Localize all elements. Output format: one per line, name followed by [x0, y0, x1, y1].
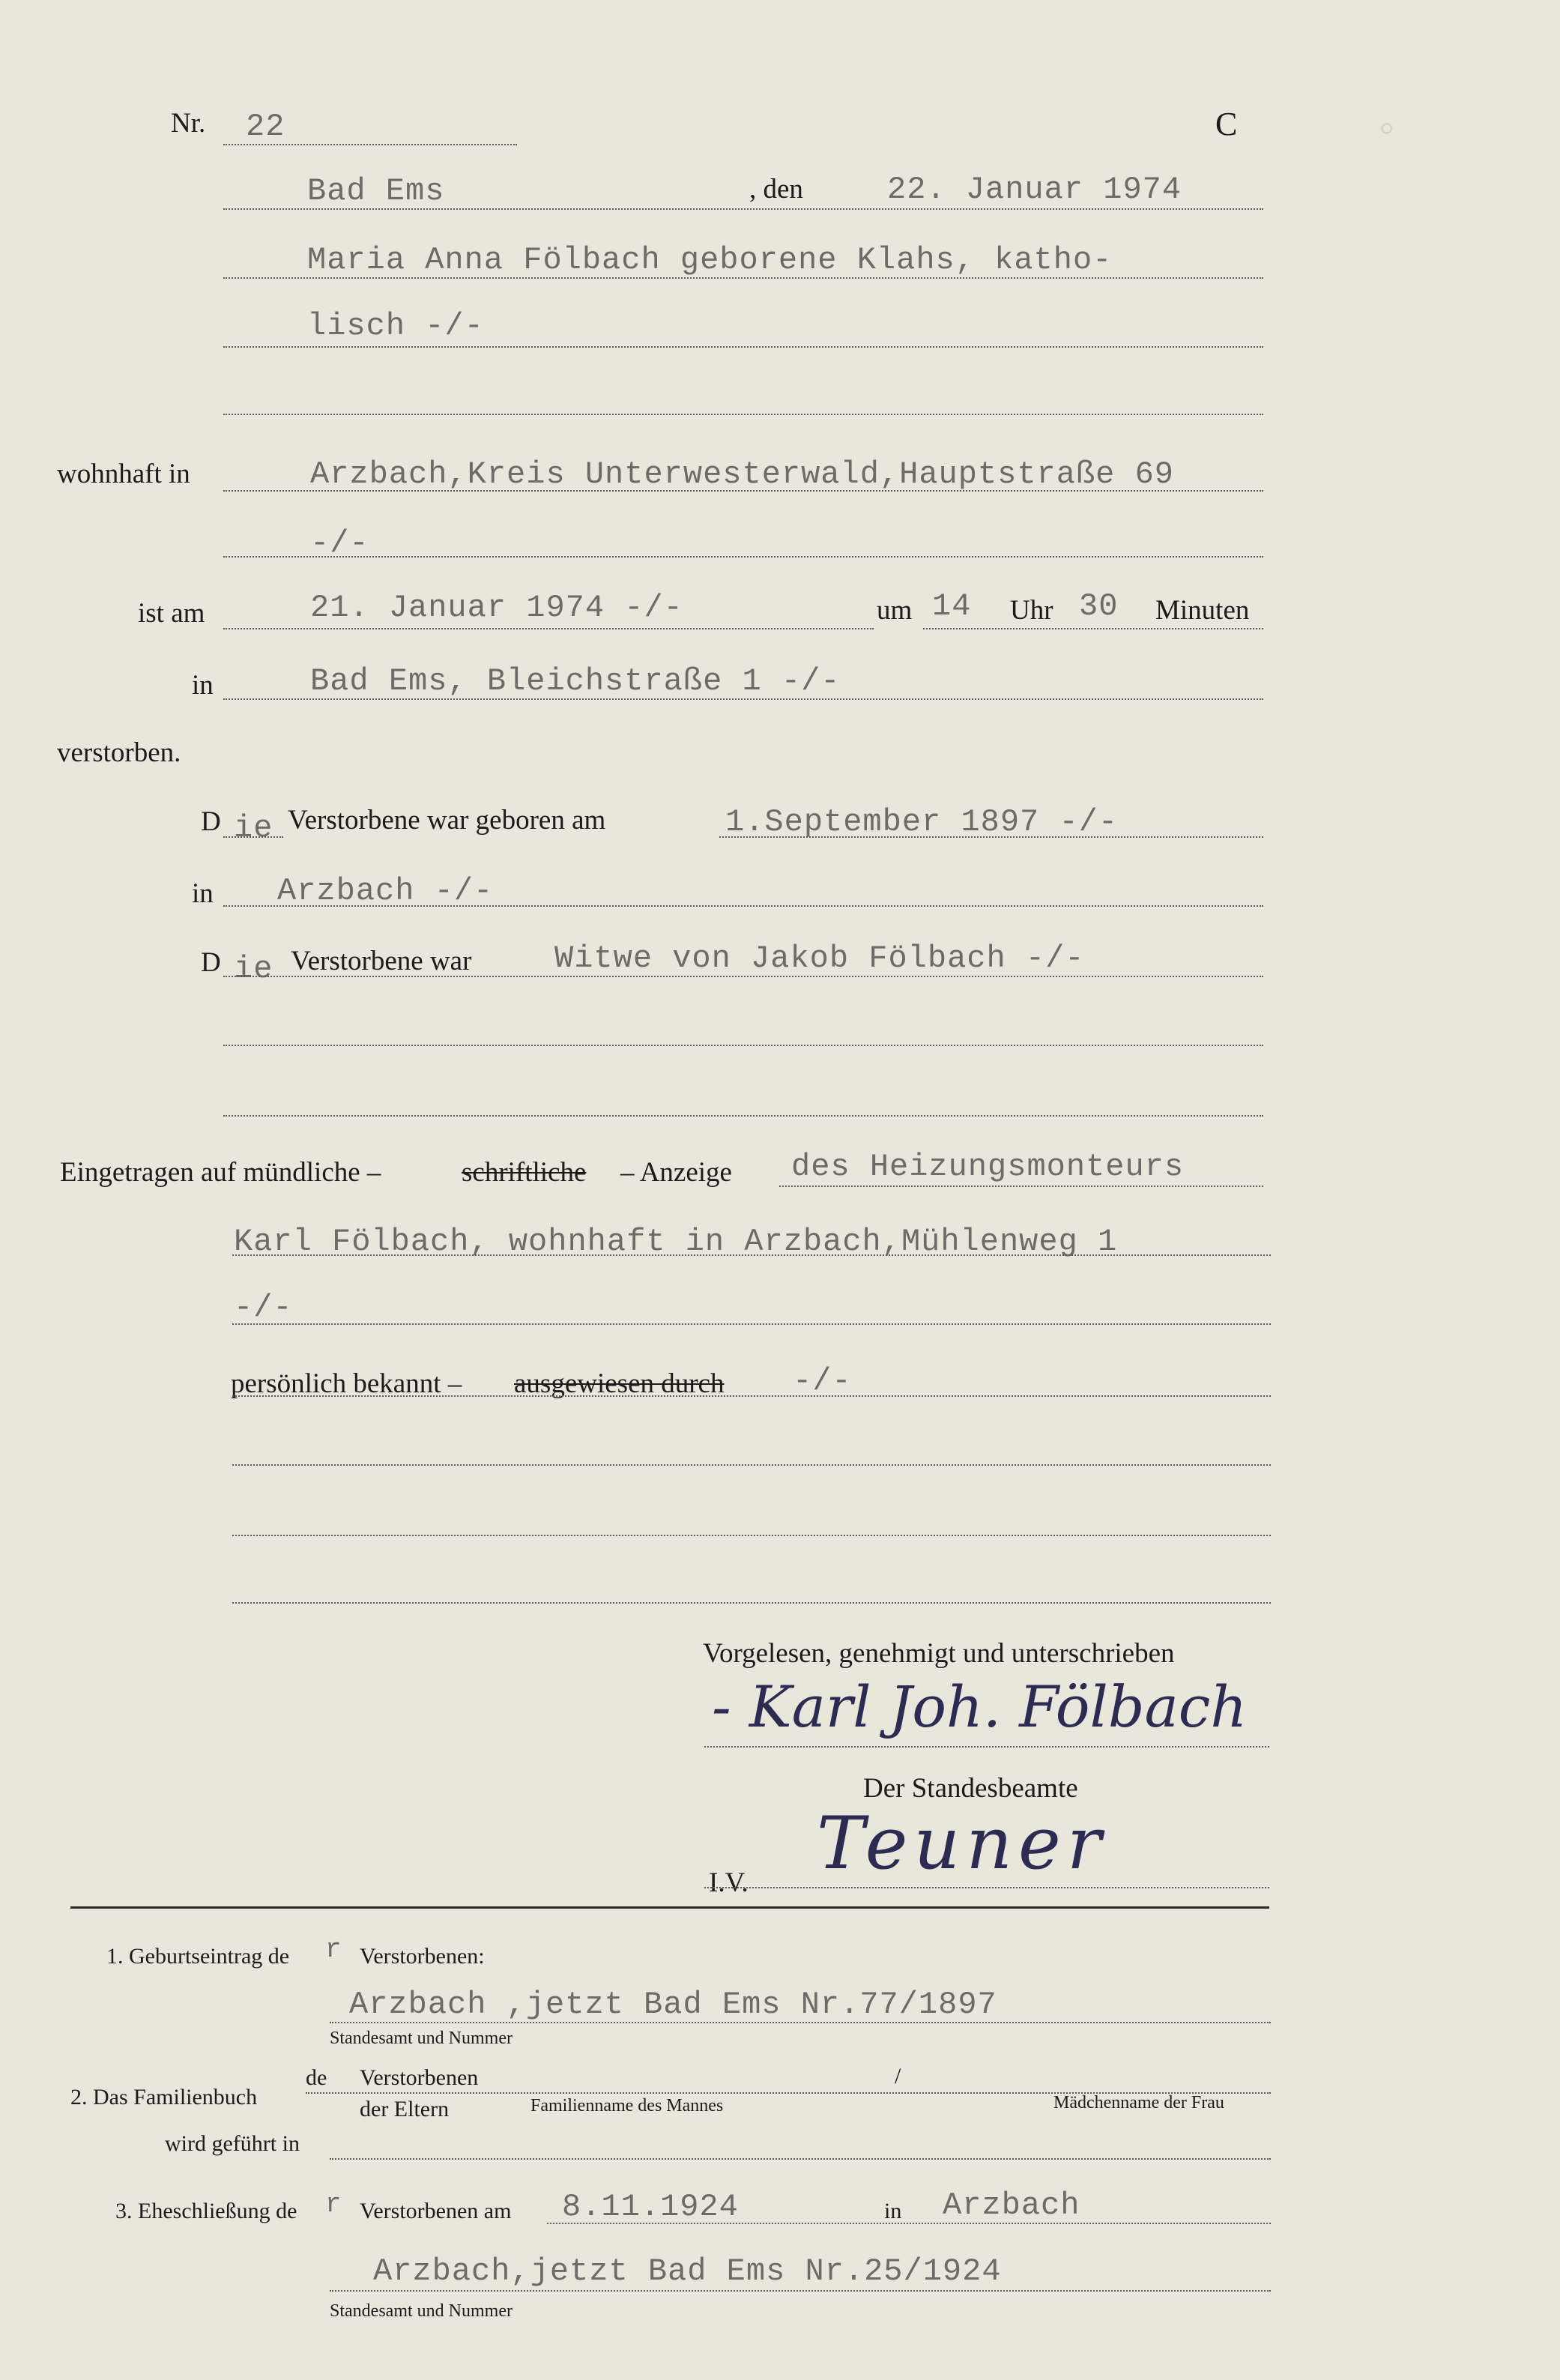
item2-maedchenname-label: Mädchenname der Frau	[1053, 2093, 1224, 2112]
item2-eltern-label: der Eltern	[360, 2097, 450, 2121]
registrar-signature: Teuner	[817, 1801, 1107, 1885]
death-date-line	[223, 628, 874, 629]
status-value: Witwe von Jakob Fölbach -/-	[554, 940, 1085, 976]
birth-d-line	[223, 836, 283, 838]
item3-label-end: Verstorbenen am	[360, 2199, 512, 2223]
death-place-line	[223, 698, 1263, 700]
blank-line1	[232, 1464, 1271, 1466]
death-time-line	[923, 628, 1263, 629]
death-date: 21. Januar 1974 -/-	[310, 590, 683, 626]
status-label: Verstorbene war	[291, 946, 472, 976]
status-line3	[223, 1115, 1263, 1117]
um-label: um	[877, 595, 913, 626]
name-line2	[223, 346, 1263, 348]
informant-signature-line	[704, 1746, 1269, 1748]
place-date-line	[223, 208, 1263, 210]
residence-line1: Arzbach,Kreis Unterwesterwald,Hauptstraße 69	[310, 456, 1174, 492]
bekannt-label: persönlich bekannt –	[231, 1368, 462, 1399]
item3-date: 8.11.1924	[562, 2189, 739, 2225]
ist-am-label: ist am	[138, 598, 205, 629]
iv-label: I.V.	[709, 1867, 749, 1898]
informant-line2-rule	[232, 1254, 1271, 1256]
informant-line3-rule	[232, 1323, 1271, 1325]
informant-line2: Karl Fölbach, wohnhaft in Arzbach,Mühlenweg 1	[234, 1224, 1118, 1260]
informant-line3: -/-	[234, 1290, 293, 1326]
birth-place-line	[223, 905, 1263, 907]
item2-slash: /	[895, 2064, 901, 2088]
minuten-label: Minuten	[1155, 595, 1250, 626]
birth-place: Arzbach -/-	[277, 873, 494, 909]
status-d-label: D	[201, 947, 221, 978]
birth-in-label: in	[192, 878, 214, 909]
item3-value-line	[330, 2290, 1271, 2292]
item1-line	[330, 2022, 1271, 2023]
bekannt-value: -/-	[793, 1363, 852, 1399]
item3-in-label: in	[884, 2199, 902, 2223]
bekannt-line	[232, 1395, 1271, 1397]
registration-date: 22. Januar 1974	[887, 172, 1182, 208]
residence-line2-rule	[223, 556, 1263, 558]
birth-date-line	[719, 836, 1263, 838]
birth-d-label: D	[201, 806, 221, 837]
item3-place: Arzbach	[943, 2187, 1080, 2223]
nr-value: 22	[246, 109, 285, 145]
name-line3	[223, 414, 1263, 415]
item3-standesamt-label: Standesamt und Nummer	[330, 2301, 513, 2321]
status-line2	[223, 1045, 1263, 1046]
birth-label: Verstorbene war geboren am	[288, 805, 606, 836]
item2-familienname-label: Familienname des Mannes	[530, 2096, 724, 2115]
death-minutes: 30	[1079, 588, 1119, 624]
schriftliche-label: schriftliche	[462, 1157, 587, 1188]
informant-line1-rule	[779, 1186, 1263, 1187]
item2-verstorbenen-label: Verstorbenen	[360, 2065, 479, 2090]
birth-date: 1.September 1897 -/-	[725, 804, 1119, 840]
vorgelesen-label: Vorgelesen, genehmigt und unterschrieben	[703, 1638, 1175, 1669]
deceased-name-line1: Maria Anna Fölbach geborene Klahs, katho-	[307, 242, 1113, 278]
status-ie-filled: ie	[234, 951, 273, 987]
informant-signature: - Karl Joh. Fölbach	[712, 1673, 1248, 1740]
item1-suffix-filled: r	[325, 1934, 342, 1965]
registrar-signature-line	[704, 1887, 1269, 1888]
status-line	[223, 976, 1263, 977]
verstorben-label: verstorben.	[57, 737, 181, 768]
item1-value: Arzbach ,jetzt Bad Ems Nr.77/1897	[349, 1987, 997, 2023]
nr-line	[223, 144, 517, 145]
item2-label: 2. Das Familienbuch	[70, 2085, 258, 2109]
residence-line1-rule	[223, 490, 1263, 492]
bleed-through-mark: ◦	[1379, 103, 1395, 152]
item1-label-end: Verstorbenen:	[360, 1944, 485, 1969]
item2-de-label: de	[306, 2065, 327, 2090]
ausgewiesen-label: ausgewiesen durch	[514, 1368, 725, 1399]
anzeige-label: – Anzeige	[620, 1157, 732, 1188]
item1-standesamt-label: Standesamt und Nummer	[330, 2029, 513, 2048]
item2-gefuehrt-label: wird geführt in	[165, 2131, 300, 2156]
nr-label: Nr.	[171, 108, 206, 139]
residence-line2: -/-	[310, 525, 369, 561]
uhr-label: Uhr	[1010, 595, 1053, 626]
registration-place: Bad Ems	[307, 173, 445, 209]
death-hour: 14	[932, 588, 972, 624]
name-line1	[223, 277, 1263, 279]
form-code: C	[1215, 106, 1238, 142]
deceased-name-line2: lisch -/-	[307, 308, 484, 344]
informant-line1: des Heizungsmonteurs	[791, 1149, 1185, 1185]
item2-gefuehrt-line	[330, 2158, 1271, 2160]
death-place: Bad Ems, Bleichstraße 1 -/-	[310, 663, 841, 699]
item3-line	[547, 2223, 1271, 2224]
footer-separator	[70, 1906, 1269, 1909]
standesbeamte-label: Der Standesbeamte	[863, 1773, 1078, 1804]
eingetragen-label: Eingetragen auf mündliche –	[60, 1157, 381, 1188]
item1-label: 1. Geburtseintrag de	[106, 1944, 290, 1969]
blank-line3	[232, 1602, 1271, 1604]
death-in-label: in	[192, 670, 214, 701]
item3-value: Arzbach,jetzt Bad Ems Nr.25/1924	[373, 2253, 1002, 2289]
birth-ie-filled: ie	[234, 810, 273, 846]
blank-line2	[232, 1535, 1271, 1536]
item3-suffix-filled: r	[325, 2189, 342, 2220]
residence-label: wohnhaft in	[57, 459, 190, 489]
item3-label: 3. Eheschließung de	[115, 2199, 297, 2223]
den-label: , den	[749, 174, 803, 205]
